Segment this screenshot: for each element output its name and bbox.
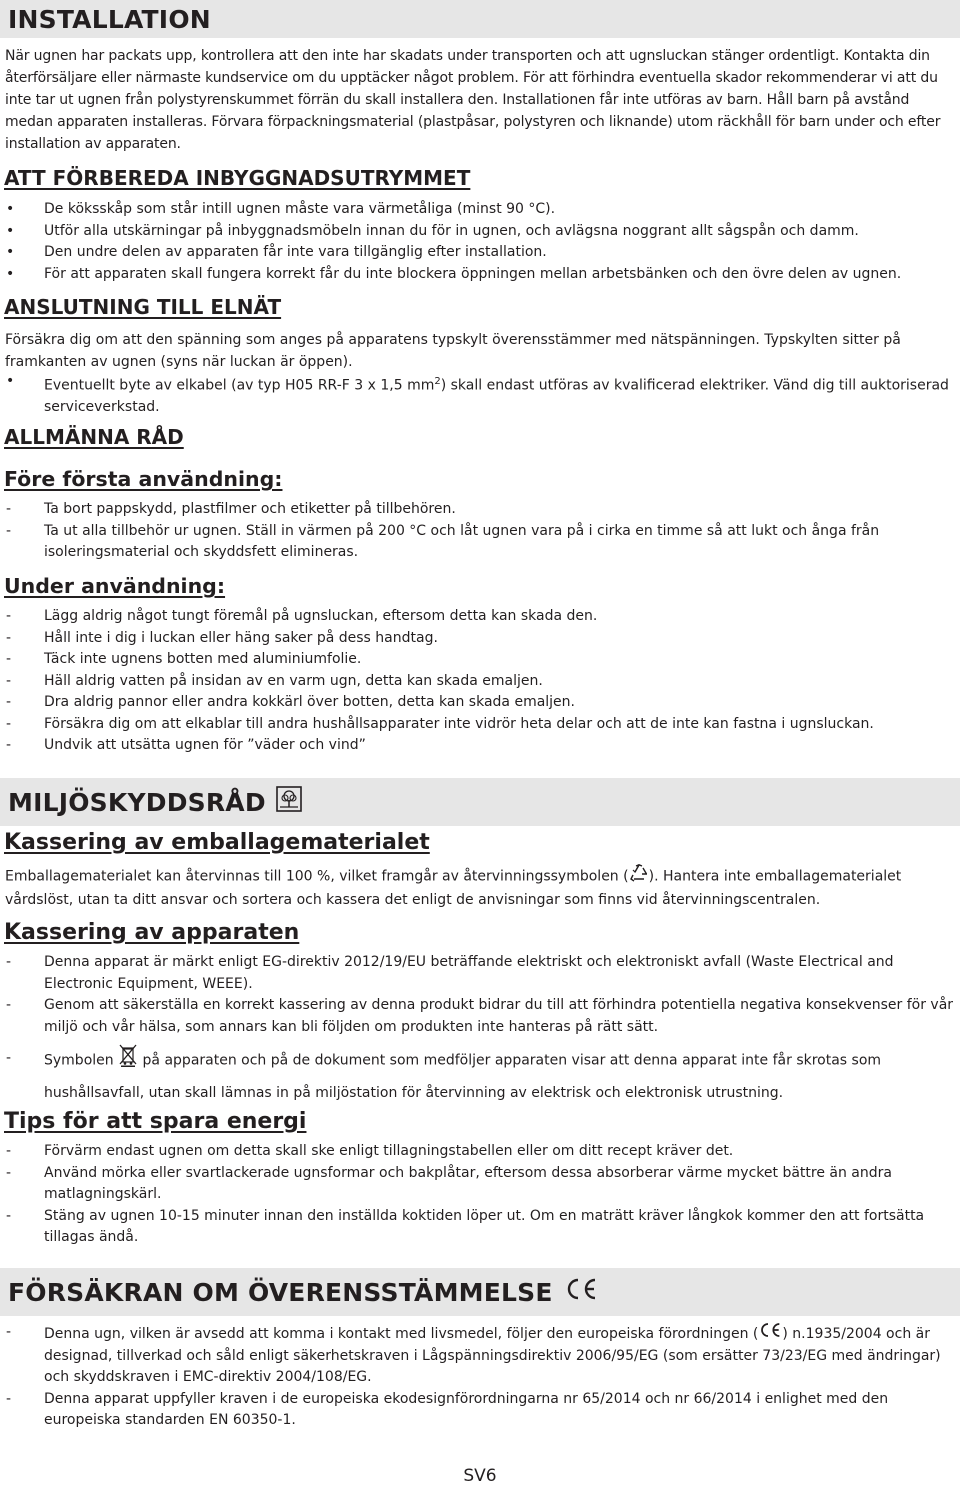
- tree-box-icon: [276, 786, 302, 818]
- list-item: • De köksskåp som står intill ugnen måste vara värmetåliga (minst 90 °C).: [6, 201, 556, 217]
- list-item: - Täck inte ugnens botten med aluminiumfolie.: [6, 651, 362, 667]
- list-item: • Den undre delen av apparaten får inte vara tillgänglig efter installation.: [6, 244, 547, 260]
- energy-list: [5, 1141, 956, 1249]
- list-item: - Försäkra dig om att elkablar till andra hushållsapparater inte vidrör heta delar och att de inte kan fastna i ugnsluckan.: [6, 715, 874, 732]
- during-use-list: [5, 606, 956, 757]
- environment-title: MILJÖSKYDDSRÅD: [8, 787, 266, 817]
- advice-heading: ALLMÄNNA RÅD: [4, 425, 184, 449]
- packaging-paragraph: Emballagematerialet kan återvinnas till 100 %, vilket framgår av återvinningssymbolen ( ). Hantera inte emballagematerialet vårdslöst, utan ta ditt ansvar och sortera och kassera det enligt de anvisningar som finns vid återvinningscentralen.: [5, 864, 956, 911]
- list-item: - Denna ugn, vilken är avsedd att komma i kontakt med livsmedel, följer den europeiska förordningen ( ) n.1935/2004 och är designad, tillverkad och såld enligt säkerhetskraven i Lågspänningsdirektiv 2006/95/EG (som ersätter 73/23/EG med ändringar) och skyddskraven i EMC-direktiv 2004/108/EG.: [6, 1324, 941, 1385]
- conformity-list: [5, 1322, 956, 1432]
- power-paragraph: Försäkra dig om att den spänning som anges på apparatens typskylt överensstämmer med nätspänningen. Typskylten sitter på framkanten av ugnen (syns när luckan är öppen).: [5, 332, 901, 370]
- list-item: - Denna apparat är märkt enligt EG-direktiv 2012/19/EU beträffande elektriskt och elektroniskt avfall (Waste Electrical and Electronic Equipment, WEEE).: [6, 954, 894, 992]
- list-item: • Utför alla utskärningar på inbyggnadsmöbeln innan du för in ugnen, och avlägsna noggrant allt sågspån och damm.: [6, 222, 859, 239]
- recycling-icon: [629, 864, 649, 889]
- prepare-heading: ATT FÖRBEREDA INBYGGNADSUTRYMMET: [4, 166, 471, 190]
- packaging-heading: Kassering av emballagematerialet: [4, 830, 430, 855]
- installation-banner: [0, 0, 960, 38]
- list-item: - Förvärm endast ugnen om detta skall ske enligt tillagningstabellen eller om ditt recept kräver det.: [6, 1143, 734, 1159]
- conformity-banner: [0, 1268, 960, 1316]
- before-first-use-list: [5, 499, 956, 564]
- appliance-disposal-heading: Kassering av apparaten: [4, 920, 300, 945]
- energy-heading: Tips för att spara energi: [4, 1109, 307, 1134]
- page-number: SV6: [463, 1466, 497, 1486]
- list-item: - Undvik att utsätta ugnen för ”väder och vind”: [6, 737, 366, 753]
- conformity-title: FÖRSÄKRAN OM ÖVERENSSTÄMMELSE: [8, 1277, 553, 1307]
- before-first-use-heading: Före första användning:: [4, 467, 283, 491]
- list-item: - Använd mörka eller svartlackerade ugnsformar och bakplåtar, eftersom dessa absorberar värme mycket bättre än andra matlagningskärl.: [6, 1164, 892, 1202]
- list-item: - Symbolen på apparaten och på de dokument som medföljer apparaten visar att denna apparat inte får skrotas som hushållsavfall, utan skall lämnas in på miljöstation för återvinning av elektrisk och elektronisk utrustning.: [5, 1043, 956, 1108]
- installation-paragraph: När ugnen har packats upp, kontrollera att den inte har skadats under transporten och att ugnsluckan stänger ordentligt. Kontakta din återförsäljare eller närmaste kundservice om du upptäcker något problem. För att förhindra eventuella skador rekommenderar vi att du inte tar ut ugnen från polystyrenskummet förrän du skall installera den. Installationen får inte utföras av barn. Håll barn på avstånd medan apparaten installeras. Förvara förpackningsmaterial (plastpåsar, polystyren och liknande) utom räckhåll för barn under och efter installation av apparaten.: [5, 48, 941, 152]
- power-heading: ANSLUTNING TILL ELNÄT: [4, 295, 282, 319]
- during-use-heading: Under användning:: [4, 574, 226, 598]
- list-item: - Ta bort pappskydd, plastfilmer och etiketter på tillbehören.: [6, 501, 456, 517]
- list-item: - Häll aldrig vatten på insidan av en varm ugn, detta kan skada emaljen.: [6, 672, 543, 689]
- list-item: • För att apparaten skall fungera korrekt får du inte blockera öppningen mellan arbetsbänken och den övre delen av ugnen.: [6, 265, 902, 282]
- list-item: - Håll inte i dig i luckan eller häng saker på dess handtag.: [6, 629, 438, 646]
- list-item: - Denna apparat uppfyller kraven i de europeiska ekodesignförordningarna nr 65/2014 och nr 66/2014 i enlighet med den europeiska standarden EN 60350-1.: [6, 1390, 889, 1428]
- installation-title: INSTALLATION: [8, 4, 211, 34]
- list-item: - Genom att säkerställa en korrekt kassering av denna produkt bidrar du till att förhindra potentiella negativa konsekvenser för vår miljö och vår hälsa, som annars kan bli följden om produkten inte hanteras på rätt sätt.: [6, 997, 954, 1035]
- prepare-list: [5, 199, 956, 285]
- ce-mark-icon: [758, 1322, 782, 1346]
- power-list: [5, 371, 956, 419]
- appliance-disposal-list: [5, 952, 956, 1108]
- list-item: - Dra aldrig pannor eller andra kokkärl över botten, detta kan skada emaljen.: [6, 694, 575, 710]
- environment-banner: [0, 778, 960, 826]
- crossed-bin-icon: [118, 1043, 138, 1078]
- list-item: - Ta ut alla tillbehör ur ugnen. Ställ in värmen på 200 °C och låt ugnen vara på i cirka en timme så att lukt och ånga från isoleringsmaterial och skyddsfett elimineras.: [6, 522, 880, 560]
- list-item: - Lägg aldrig något tungt föremål på ugnsluckan, eftersom detta kan skada den.: [6, 608, 598, 624]
- list-item: - Stäng av ugnen 10-15 minuter innan den inställda koktiden löper ut. Om en maträtt kräver långkok kommer den att fortsätta tillagas ändå.: [6, 1207, 925, 1245]
- list-item: • Eventuellt byte av elkabel (av typ H05 RR-F 3 x 1,5 $mm^2$) skall endast utföras av kvalificerad elektriker. Vänd dig till auktoriserad serviceverkstad.: [6, 373, 949, 416]
- ce-mark-icon: [563, 1277, 599, 1307]
